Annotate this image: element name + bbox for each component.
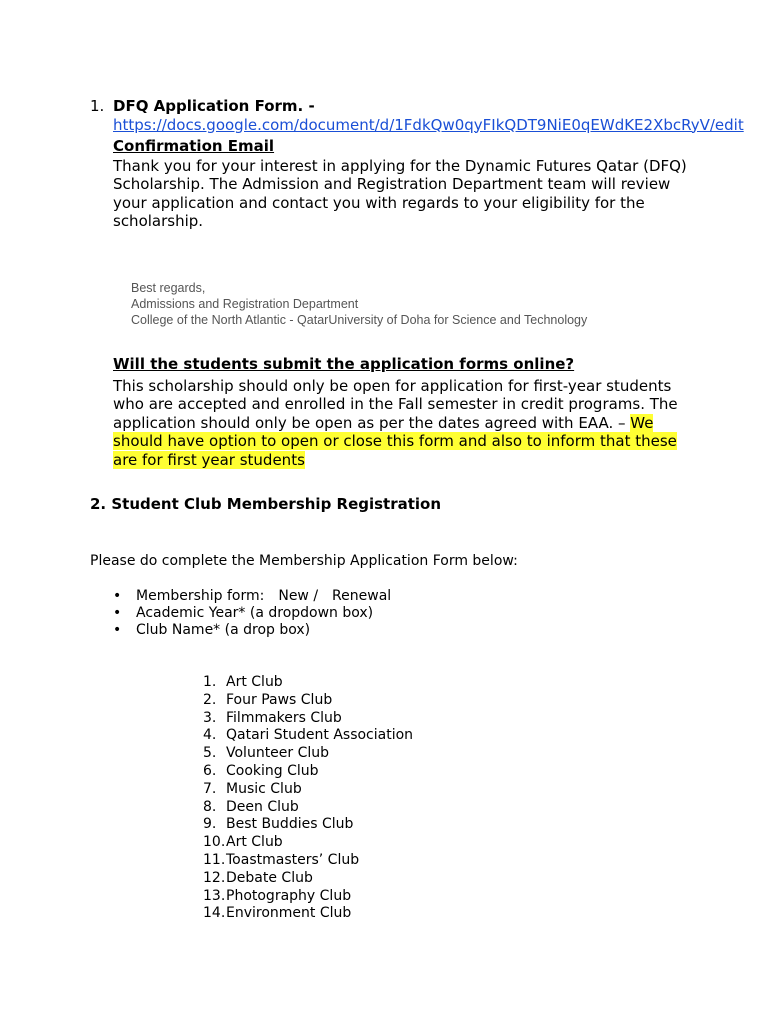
bullet-icon: •	[113, 622, 122, 638]
club-number: 3.	[203, 709, 217, 726]
academic-year-item: Academic Year* (a dropdown box)	[136, 605, 374, 621]
membership-bullet-list	[113, 588, 391, 639]
club-name: Art Club	[226, 674, 283, 690]
club-name: Cooking Club	[226, 762, 319, 779]
club-number: 12.	[203, 869, 226, 886]
club-name: Best Buddies Club	[226, 816, 354, 833]
club-name: Art Club	[226, 834, 283, 851]
section-1-number: 1.	[90, 97, 105, 115]
online-submission-text	[113, 377, 693, 470]
club-name: Photography Club	[226, 887, 352, 904]
online-submission-body: This scholarship should only be open for application for first-year students who are accepted and enrolled in the Fall semester in credit programs. The application should only be open as per the dates agreed with EAA. –	[113, 376, 678, 432]
signature-greeting: Best regards,	[131, 281, 206, 295]
bullet-icon: •	[113, 588, 122, 604]
club-list-item	[203, 834, 413, 852]
club-list-item	[203, 852, 413, 870]
club-name: Deen Club	[226, 798, 299, 815]
confirmation-email-text: Thank you for your interest in applying for the Dynamic Futures Qatar (DFQ) Scholarship. The Admission and Registration Department team will review your application and contact you with regards to your eligibility for the scholarship.	[113, 156, 687, 230]
online-submission-block	[113, 355, 693, 469]
club-list-item	[203, 816, 413, 834]
section-1-body	[113, 97, 744, 231]
membership-form-label: Membership form:	[136, 588, 265, 604]
club-number: 5.	[203, 745, 217, 762]
club-list-item	[203, 799, 413, 817]
list-item	[113, 622, 391, 639]
club-number: 13.	[203, 887, 226, 904]
club-list-item	[203, 745, 413, 763]
club-list-item	[203, 888, 413, 906]
list-item	[113, 605, 391, 622]
club-list-item	[203, 763, 413, 781]
list-item	[113, 588, 391, 605]
section-1-title: DFQ Application Form. -	[113, 97, 315, 115]
club-name: Qatari Student Association	[226, 727, 414, 744]
club-name: Four Paws Club	[226, 691, 333, 708]
club-number: 10.	[203, 834, 226, 851]
club-number: 7.	[203, 780, 217, 797]
club-number: 11.	[203, 851, 226, 868]
club-name: Volunteer Club	[226, 745, 330, 762]
club-number: 4.	[203, 727, 217, 744]
club-number: 14.	[203, 905, 226, 922]
club-number: 6.	[203, 762, 217, 779]
section-2-title: 2. Student Club Membership Registration	[90, 495, 442, 513]
application-form-link[interactable]: https://docs.google.com/document/d/1FdkQw0qyFIkQDT9NiE0qEWdKE2XbcRyV/edit	[113, 115, 744, 134]
online-submission-heading: Will the students submit the application forms online?	[113, 355, 575, 373]
club-number: 2.	[203, 691, 217, 708]
club-list-item	[203, 692, 413, 710]
signature-department: Admissions and Registration Department	[131, 297, 359, 311]
club-number: 8.	[203, 798, 217, 815]
club-number: 9.	[203, 816, 217, 833]
signature-college: College of the North Atlantic - QatarUniversity of Doha for Science and Technology	[131, 313, 588, 327]
club-name-item: Club Name* (a drop box)	[136, 622, 311, 638]
club-list-item	[203, 870, 413, 888]
club-list-item	[203, 674, 413, 692]
membership-new-option: New /	[278, 588, 319, 604]
club-list-item	[203, 781, 413, 799]
club-name: Environment Club	[226, 905, 352, 922]
club-name: Toastmasters’ Club	[226, 851, 360, 868]
highlighted-note: We should have option to open or close this form and also to inform that these are for first year students	[113, 413, 677, 469]
club-list	[203, 674, 413, 923]
club-name: Debate Club	[226, 869, 313, 886]
bullet-icon: •	[113, 605, 122, 621]
membership-renewal-option: Renewal	[332, 588, 392, 604]
club-name: Music Club	[226, 780, 302, 797]
club-list-item	[203, 727, 413, 745]
club-list-item	[203, 710, 413, 728]
club-number: 1.	[203, 674, 217, 690]
membership-intro: Please do complete the Membership Application Form below:	[90, 553, 518, 569]
club-list-item	[203, 905, 413, 923]
confirmation-email-heading: Confirmation Email	[113, 137, 275, 155]
club-name: Filmmakers Club	[226, 709, 342, 726]
